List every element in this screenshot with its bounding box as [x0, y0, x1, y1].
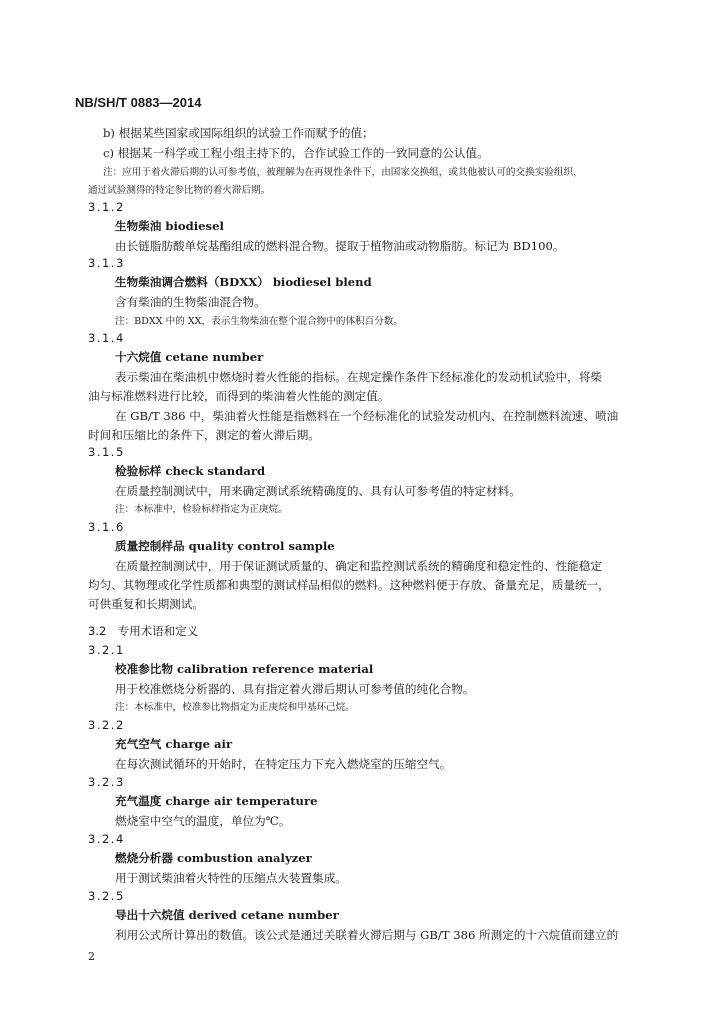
definition-text: 均匀、其物理或化学性质都和典型的测试样品相似的燃料。这种燃料便于存放、备量充足，质量统一，	[88, 578, 610, 592]
term-heading: 充气温度 charge air temperature	[115, 794, 318, 808]
term-heading: 充气空气 charge air	[115, 737, 233, 751]
definition-text: 由长链脂肪酸单烷基酯组成的燃料混合物。提取于植物油或动物脂肪。标记为 BD100。	[115, 239, 565, 253]
definition-text: 表示柴油在柴油机中燃烧时着火性能的指标。在规定操作条件下经标准化的发动机试验中，将柴	[115, 370, 602, 384]
term-heading: 导出十六烷值 derived cetane number	[115, 908, 339, 922]
note-line: 注：应用于着火滞后期的认可参考值，被理解为在再规性条件下，由国家交换组，或其他被认可的交换实验组织，	[103, 167, 583, 178]
term-heading: 生物柴油调合燃料（BDXX） biodiesel blend	[115, 275, 372, 289]
definition-text: 时间和压缩比的条件下，测定的着火滞后期。	[88, 428, 320, 442]
note-line: 注：BDXX 中的 XX，表示生物柴油在整个混合物中的体积百分数。	[115, 316, 404, 327]
clause-number: 3.1.6	[88, 520, 125, 534]
list-item-c: c) 根据某一科学或工程小组主持下的，合作试验工作的一致同意的公认值。	[103, 146, 489, 160]
clause-number: 3.1.5	[88, 445, 125, 459]
page-number: 2	[88, 950, 95, 963]
clause-number: 3.2.4	[88, 832, 125, 846]
note-line: 通过试验测得的特定参比物的着火滞后期。	[88, 185, 271, 196]
definition-text: 含有柴油的生物柴油混合物。	[115, 295, 266, 309]
clause-number: 3.2.3	[88, 775, 125, 789]
definition-text: 在 GB/T 386 中，柴油着火性能是指燃料在一个经标准化的试验发动机内、在控制燃料流速、喷油	[115, 409, 619, 423]
list-item-b: b) 根据某些国家或国际组织的试验工作而赋予的值；	[103, 126, 374, 140]
definition-text: 油与标准燃料进行比较，而得到的柴油着火性能的测定值。	[88, 389, 390, 403]
term-heading: 校准参比物 calibration reference material	[115, 662, 374, 676]
definition-text: 用于校准燃烧分析器的、具有指定着火滞后期认可参考值的纯化合物。	[115, 682, 475, 696]
clause-number: 3.1.4	[88, 331, 125, 345]
term-heading: 十六烷值 cetane number	[115, 350, 264, 364]
note-line: 注：本标准中，校准参比物指定为正庚烷和甲基环己烷。	[115, 702, 355, 713]
clause-number: 3.2.2	[88, 718, 125, 732]
definition-text: 利用公式所计算出的数值。该公式是通过关联着火滞后期与 GB/T 386 所测定的十六烷值而建立的	[115, 928, 619, 942]
term-heading: 燃烧分析器 combustion analyzer	[115, 851, 312, 865]
definition-text: 燃烧室中空气的温度，单位为℃。	[115, 814, 291, 828]
clause-number: 3.1.2	[88, 200, 125, 214]
document-header: NB/SH/T 0883—2014	[75, 95, 202, 110]
clause-number: 3.2.1	[88, 643, 125, 657]
term-heading: 生物柴油 biodiesel	[115, 219, 224, 233]
definition-text: 在每次测试循环的开始时，在特定压力下充入燃烧室的压缩空气。	[115, 757, 452, 771]
clause-number: 3.1.3	[88, 256, 125, 270]
definition-text: 在质量控制测试中，用来确定测试系统精确度的、具有认可参考值的特定材料。	[115, 484, 521, 498]
note-line: 注：本标准中，检验标样指定为正庚烷。	[115, 504, 288, 515]
clause-number: 3.2.5	[88, 889, 125, 903]
definition-text: 在质量控制测试中，用于保证测试质量的、确定和监控测试系统的精确度和稳定性的、性能稳定	[115, 559, 602, 573]
section-heading: 3.2 专用术语和定义	[88, 624, 199, 638]
definition-text: 可供重复和长期测试。	[88, 597, 204, 611]
definition-text: 用于测试柴油着火特性的压缩点火装置集成。	[115, 871, 347, 885]
term-heading: 检验标样 check standard	[115, 464, 266, 478]
term-heading: 质量控制样品 quality control sample	[115, 539, 335, 553]
